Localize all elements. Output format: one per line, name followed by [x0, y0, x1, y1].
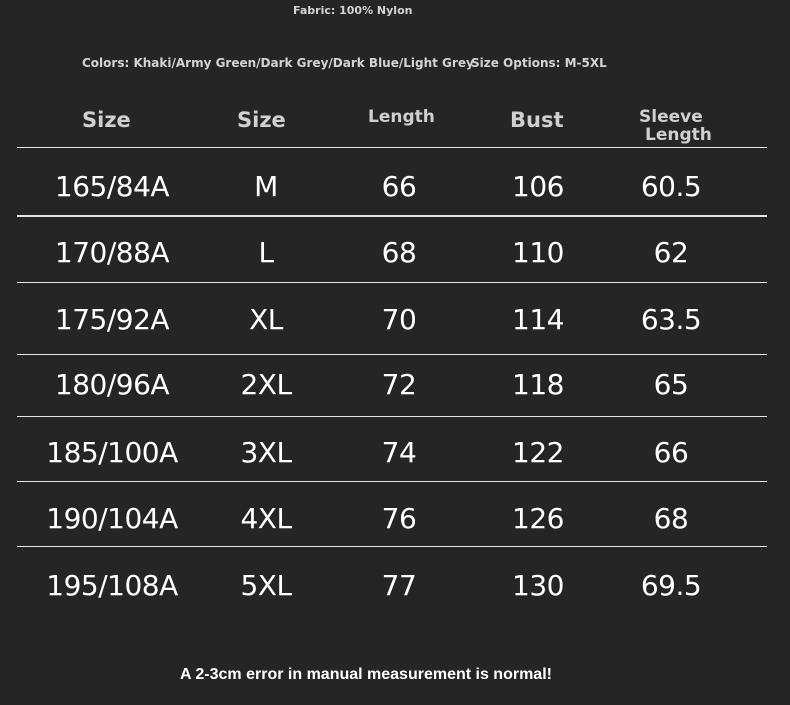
table-cell: 63.5	[640, 303, 702, 336]
table-row	[0, 170, 790, 210]
table-cell: 130	[512, 569, 564, 602]
measurement-disclaimer: A 2-3cm error in manual measurement is normal!	[180, 666, 552, 683]
table-cell: 180/96A	[54, 368, 170, 401]
table-cell: 195/108A	[46, 569, 178, 602]
table-row	[0, 368, 790, 408]
table-cell: 72	[381, 368, 417, 401]
table-cell: M	[254, 170, 278, 203]
table-rule	[17, 354, 767, 355]
table-cell: 68	[381, 236, 417, 269]
table-cell: L	[258, 236, 274, 269]
table-cell: 170/88A	[54, 236, 170, 269]
table-cell: 66	[653, 436, 689, 469]
table-cell: 65	[653, 368, 689, 401]
table-cell: 66	[381, 170, 417, 203]
table-rule	[17, 416, 767, 417]
column-header-sleeve: Sleeve	[639, 107, 703, 127]
table-row	[0, 502, 790, 542]
table-cell: 175/92A	[54, 303, 170, 336]
table-cell: XL	[249, 303, 283, 336]
table-cell: 118	[512, 368, 564, 401]
table-cell: 3XL	[240, 436, 292, 469]
table-cell: 74	[381, 436, 417, 469]
table-cell: 5XL	[240, 569, 292, 602]
fabric-note: Fabric: 100% Nylon	[293, 4, 413, 17]
table-cell: 2XL	[240, 368, 292, 401]
table-cell: 185/100A	[46, 436, 178, 469]
table-cell: 4XL	[240, 502, 292, 535]
table-cell: 106	[512, 170, 564, 203]
table-cell: 190/104A	[46, 502, 178, 535]
column-header-size-letter: Size	[237, 108, 286, 132]
table-cell: 76	[381, 502, 417, 535]
column-header-bust: Bust	[510, 108, 564, 132]
size-options-note: Size Options: M-5XL	[471, 56, 607, 70]
table-rule	[17, 282, 767, 283]
table-cell: 68	[653, 502, 689, 535]
table-row	[0, 236, 790, 276]
table-cell: 60.5	[640, 170, 702, 203]
table-row	[0, 303, 790, 343]
table-cell: 114	[512, 303, 564, 336]
table-cell: 165/84A	[54, 170, 170, 203]
column-header-sleeve-length: Length	[645, 125, 712, 145]
column-header-length: Length	[368, 107, 435, 127]
table-row	[0, 436, 790, 476]
table-cell: 122	[512, 436, 564, 469]
table-cell: 77	[381, 569, 417, 602]
colors-note: Colors: Khaki/Army Green/Dark Grey/Dark Blue/Light Grey	[82, 56, 474, 70]
table-cell: 126	[512, 502, 564, 535]
column-header-size-code: Size	[82, 108, 131, 132]
table-cell: 62	[653, 236, 689, 269]
table-row	[0, 569, 790, 609]
table-rule	[17, 481, 767, 482]
table-cell: 110	[512, 236, 564, 269]
table-cell: 70	[381, 303, 417, 336]
table-rule	[17, 215, 767, 217]
table-rule	[17, 147, 767, 148]
table-rule	[17, 546, 767, 547]
table-cell: 69.5	[640, 569, 702, 602]
